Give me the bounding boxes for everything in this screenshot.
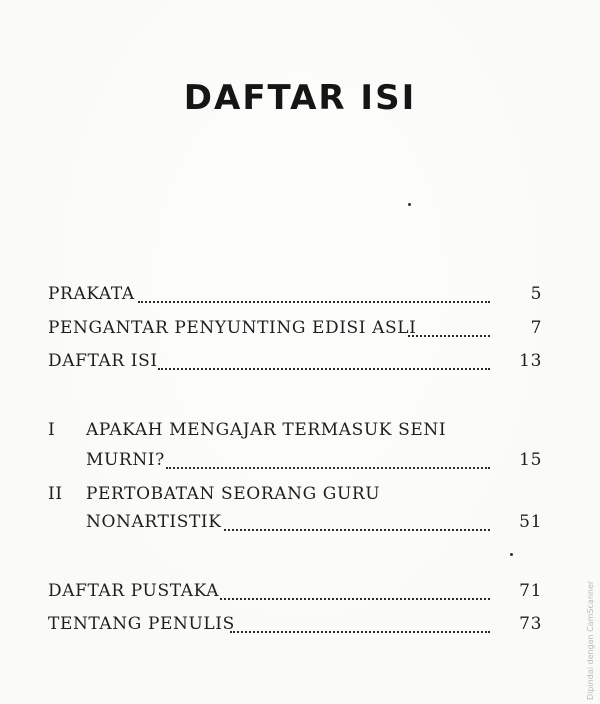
toc-page-number: 5 <box>530 284 542 304</box>
toc-entry-daftar-isi[interactable] <box>48 351 542 381</box>
toc-entry-label: DAFTAR ISI <box>48 351 158 371</box>
toc-page-number: 51 <box>519 512 542 532</box>
toc-page-number: 13 <box>519 351 542 371</box>
dot-leader <box>408 335 490 337</box>
toc-entry-daftar-pustaka[interactable] <box>48 581 542 611</box>
chapter-title-continued: MURNI? <box>86 450 165 470</box>
toc-entry-tentang-penulis[interactable] <box>48 614 542 644</box>
toc-page-number: 71 <box>519 581 542 601</box>
chapter-number: I <box>48 420 56 440</box>
dot-leader <box>138 301 490 303</box>
chapter-title: PERTOBATAN SEORANG GURU <box>86 484 381 504</box>
chapter-title-continued: NONARTISTIK <box>86 512 222 532</box>
scan-speck <box>408 203 411 206</box>
toc-chapter-1-line-1[interactable] <box>48 420 542 450</box>
chapter-number: II <box>48 484 63 504</box>
toc-entry-label: PENGANTAR PENYUNTING EDISI ASLI <box>48 318 417 338</box>
toc-entry-label: TENTANG PENULIS <box>48 614 235 634</box>
toc-entry-label: DAFTAR PUSTAKA <box>48 581 220 601</box>
page-title: DAFTAR ISI <box>183 78 417 118</box>
toc-page-number: 7 <box>530 318 542 338</box>
toc-chapter-2-line-1[interactable] <box>48 484 542 514</box>
scanner-watermark: Dipindai dengan CamScanner <box>586 580 595 700</box>
scan-speck <box>510 553 513 556</box>
toc-entry-label: PRAKATA <box>48 284 135 304</box>
dot-leader <box>220 598 490 600</box>
toc-chapter-2-line-2[interactable] <box>48 512 542 542</box>
toc-chapter-1-line-2[interactable] <box>48 450 542 480</box>
toc-page-number: 73 <box>519 614 542 634</box>
dot-leader <box>230 631 490 633</box>
toc-entry-prakata[interactable] <box>48 284 542 314</box>
dot-leader <box>224 529 490 531</box>
toc-entry-pengantar[interactable] <box>48 318 542 348</box>
dot-leader <box>158 368 490 370</box>
dot-leader <box>166 467 490 469</box>
toc-page-number: 15 <box>519 450 542 470</box>
chapter-title: APAKAH MENGAJAR TERMASUK SENI <box>86 420 447 440</box>
